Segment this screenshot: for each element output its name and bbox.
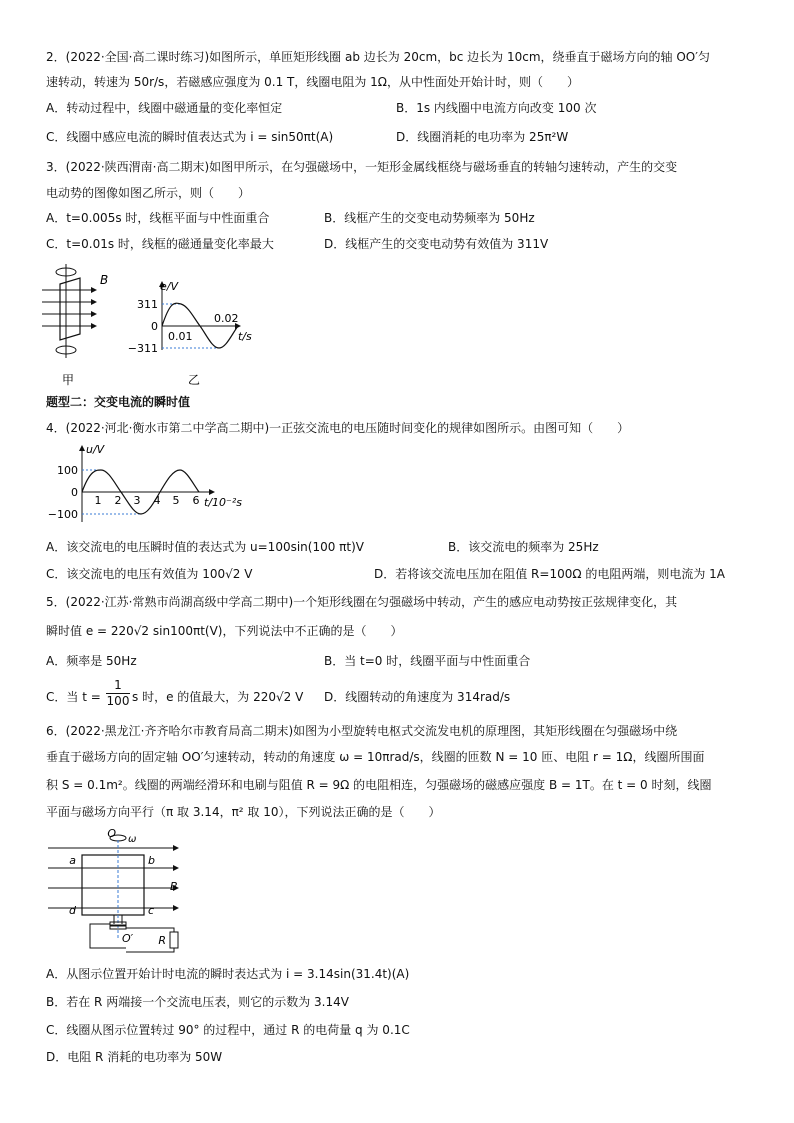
q6-option-a: A．从图示位置开始计时电流的瞬时表达式为 i = 3.14sin(31.4t)(A): [46, 967, 410, 981]
q4-option-d: D．若将该交流电压加在阻值 R=100Ω 的电阻两端，则电流为 1A: [374, 567, 725, 581]
q6-option-d: D．电阻 R 消耗的电功率为 50W: [46, 1050, 223, 1064]
q6-option-b: B．若在 R 两端接一个交流电压表，则它的示数为 3.14V: [46, 995, 349, 1009]
tick-1: 1: [94, 494, 102, 507]
q6-stem-line3: 积 S = 0.1m²。线圈的两端经滑环和电刷与阻值 R = 9Ω 的电阻相连，匀强磁场的磁感应强度 B = 1T。在 t = 0 时刻，线圈: [46, 778, 712, 792]
q5-stem-line2: 瞬时值 e = 220√2 sin100πt(V)，下列说法中不正确的是（ ）: [46, 624, 403, 638]
field-label-b: B: [100, 273, 109, 287]
ylabel-neg100: −100: [47, 508, 78, 521]
fraction-numerator: 1: [114, 678, 122, 692]
circuit-wire-left: [90, 924, 126, 948]
xlabel-t: t/s: [238, 330, 252, 343]
tick-4: 4: [153, 494, 161, 507]
q4-option-b: B．该交流电的频率为 25Hz: [448, 540, 599, 554]
q6-generator-figure: [46, 828, 196, 956]
ylabel-neg311: −311: [127, 342, 158, 355]
q2-stem-line1: 2．(2022·全国·高二课时练习)如图所示，单匝矩形线圈 ab 边长为 20cm，bc 边长为 10cm，绕垂直于磁场方向的轴 OO′匀: [46, 50, 710, 64]
q5-fraction: [106, 678, 130, 709]
ylabel-e: e/V: [160, 280, 178, 293]
q6-stem-line4: 平面与磁场方向平行（π 取 3.14，π² 取 10），下列说法正确的是（ ）: [46, 805, 441, 819]
q4-stem-line1: 4．(2022·河北·衡水市第二中学高二期中)一正弦交流电的电压随时间变化的规律如图所示。由图可知（ ）: [46, 421, 630, 435]
q3-option-a: A．t=0.005s 时，线框平面与中性面重合: [46, 211, 270, 225]
q3-stem-line1: 3．(2022·陕西渭南·高二期末)如图甲所示，在匀强磁场中，一矩形金属线框绕与磁场垂直的转轴匀速转动，产生的交变: [46, 160, 678, 174]
tick-5: 5: [172, 494, 180, 507]
q4-option-a: A．该交流电的电压瞬时值的表达式为 u=100sin(100 πt)V: [46, 540, 365, 554]
q3-figure-yi: [122, 278, 262, 390]
label-o: O: [107, 828, 116, 840]
xlabel-t: t/10⁻²s: [204, 496, 242, 509]
figure-caption-jia: 甲: [61, 373, 75, 387]
label-o-prime: O′: [122, 932, 134, 945]
coil-abcd: [82, 855, 144, 915]
q3-figure-jia: [40, 262, 120, 390]
q2-option-a: A．转动过程中，线圈中磁通量的变化率恒定: [46, 101, 283, 115]
ylabel-311: 311: [137, 298, 158, 311]
q3-option-c: C．t=0.01s 时，线框的磁通量变化率最大: [46, 237, 274, 251]
q3-option-d: D．线框产生的交变电动势有效值为 311V: [324, 237, 549, 251]
label-c: c: [148, 904, 155, 917]
rect-frame: [60, 278, 80, 340]
ylabel-100: 100: [57, 464, 78, 477]
q5-stem-line1: 5．(2022·江苏·常熟市尚湖高级中学高二期中)一个矩形线圈在匀强磁场中转动，产生的感应电动势按正弦规律变化，其: [46, 595, 678, 609]
ylabel-u: u/V: [86, 443, 105, 456]
tick-2: 2: [114, 494, 122, 507]
label-a: a: [69, 854, 76, 867]
label-b: b: [148, 854, 155, 867]
q3-stem-line2: 电动势的图像如图乙所示，则（ ）: [46, 186, 251, 200]
q6-stem-line1: 6．(2022·黑龙江·齐齐哈尔市教育局高二期末)如图为小型旋转电枢式交流发电机的原理图，其矩形线圈在匀强磁场中绕: [46, 724, 678, 738]
figure-caption-yi: 乙: [187, 373, 201, 387]
q5-option-d: D．线圈转动的角速度为 314rad/s: [324, 690, 511, 704]
label-r: R: [158, 934, 166, 947]
circuit-wire-bottom: [126, 948, 174, 952]
label-d: d: [69, 904, 76, 917]
q2-option-b: B．1s 内线圈中电流方向改变 100 次: [396, 101, 597, 115]
slip-ring-1: [110, 922, 126, 925]
origin-label: 0: [151, 320, 158, 333]
q4-option-c: C．该交流电的电压有效值为 100√2 V: [46, 567, 253, 581]
fraction-denominator: 100: [106, 694, 130, 708]
q5-option-c-prefix: C．当 t =: [46, 690, 101, 704]
q2-stem-line2: 速转动，转速为 50r/s，若磁感应强度为 0.1 T，线圈电阻为 1Ω，从中性面处开始计时，则（ ）: [46, 75, 579, 89]
q5-option-a: A．频率是 50Hz: [46, 654, 137, 668]
tick-6: 6: [192, 494, 200, 507]
q2-option-c: C．线圈中感应电流的瞬时值表达式为 i = sin50πt(A): [46, 130, 334, 144]
q5-option-c-suffix: s 时，e 的值最大，为 220√2 V: [132, 690, 304, 704]
tick-0-02: 0.02: [214, 312, 239, 325]
label-field-b: B: [170, 880, 178, 893]
resistor-r: [170, 932, 178, 948]
tick-3: 3: [133, 494, 141, 507]
q3-option-b: B．线框产生的交变电动势频率为 50Hz: [324, 211, 535, 225]
q6-stem-line2: 垂直于磁场方向的固定轴 OO′匀速转动，转动的角速度 ω = 10πrad/s，线圈的匝数 N = 10 匝、电阻 r = 1Ω，线圈所围面: [46, 750, 705, 764]
q4-figure: [46, 442, 246, 524]
circuit-wire-right: [126, 928, 174, 934]
q5-option-b: B．当 t=0 时，线圈平面与中性面重合: [324, 654, 531, 668]
origin-label: 0: [71, 486, 78, 499]
q6-option-c: C．线圈从图示位置转过 90° 的过程中，通过 R 的电荷量 q 为 0.1C: [46, 1023, 410, 1037]
q2-option-d: D．线圈消耗的电功率为 25π²W: [396, 130, 569, 144]
label-omega: ω: [128, 834, 137, 845]
section-title: 题型二：交变电流的瞬时值: [46, 395, 191, 409]
tick-0-01: 0.01: [168, 330, 193, 343]
